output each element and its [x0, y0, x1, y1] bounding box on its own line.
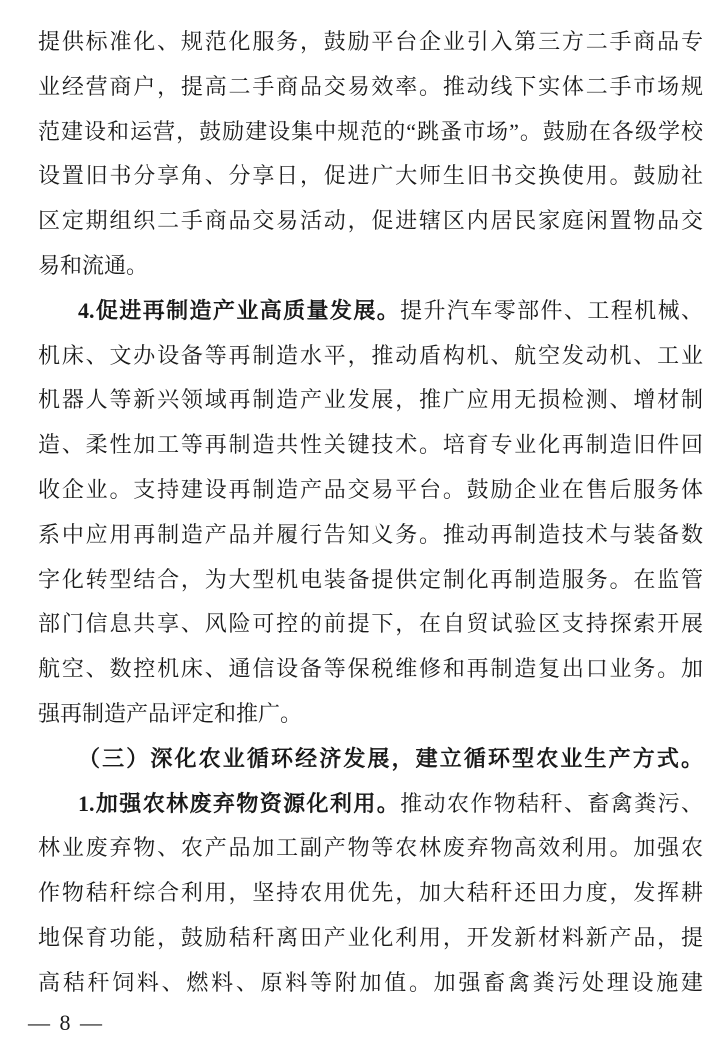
text-run: 作物秸秆综合利用，坚持农用优先，加大秸秆还田力度，发挥耕: [38, 880, 703, 906]
text-run: 收企业。支持建设再制造产品交易平台。鼓励企业在售后服务体: [38, 476, 703, 502]
text-run: 强再制造产品评定和推广。: [38, 700, 303, 726]
text-line: [38, 199, 703, 244]
text-line: [38, 423, 703, 468]
text-line: [38, 334, 703, 379]
text-line: [38, 692, 703, 737]
text-line: [38, 782, 703, 827]
page-number: — 8 —: [28, 1010, 104, 1035]
text-run: 业经营商户，提高二手商品交易效率。推动线下实体二手市场规: [38, 73, 703, 99]
text-line: [38, 65, 703, 110]
page-footer: [28, 1008, 104, 1038]
text-run: 设置旧书分享角、分享日，促进广大师生旧书交换使用。鼓励社: [38, 163, 703, 189]
text-run: 推动农作物秸秆、畜禽粪污、: [400, 790, 703, 816]
text-run: 林业废弃物、农产品加工副产物等农林废弃物高效利用。加强农: [38, 835, 703, 861]
text-line: [38, 244, 703, 289]
text-run: 区定期组织二手商品交易活动，促进辖区内居民家庭闲置物品交: [38, 208, 703, 234]
text-run: 航空、数控机床、通信设备等保税维修和再制造复出口业务。加: [38, 656, 703, 682]
text-line: [38, 513, 703, 558]
text-run: 字化转型结合，为大型机电装备提供定制化再制造服务。在监管: [38, 566, 703, 592]
text-run: 机器人等新兴领域再制造产业发展，推广应用无损检测、增材制: [38, 387, 703, 413]
text-run: 机床、文办设备等再制造水平，推动盾构机、航空发动机、工业: [38, 342, 703, 368]
text-line: [38, 468, 703, 513]
text-run: 范建设和运营，鼓励建设集中规范的“跳蚤市场”。鼓励在各级学校: [38, 118, 703, 144]
text-line: [38, 602, 703, 647]
text-line: [38, 737, 703, 782]
text-run: 地保育功能，鼓励秸秆离田产业化利用，开发新材料新产品，提: [38, 924, 703, 950]
document-body: [38, 20, 703, 1006]
text-run: 易和流通。: [38, 252, 149, 278]
text-line: [38, 154, 703, 199]
text-run: 高秸秆饲料、燃料、原料等附加值。加强畜禽粪污处理设施建: [38, 969, 703, 995]
text-line: [38, 961, 703, 1006]
text-run: 系中应用再制造产品并履行告知义务。推动再制造技术与装备数: [38, 521, 703, 547]
heading-run: （三）深化农业循环经济发展，建立循环型农业生产方式。: [78, 745, 703, 771]
text-run: 部门信息共享、风险可控的前提下，在自贸试验区支持探索开展: [38, 611, 703, 637]
text-run: 提升汽车零部件、工程机械、: [400, 297, 703, 323]
text-line: [38, 20, 703, 65]
text-line: [38, 378, 703, 423]
text-line: [38, 289, 703, 334]
heading-run: 1.加强农林废弃物资源化利用。: [78, 790, 401, 816]
text-line: [38, 871, 703, 916]
text-run: 造、柔性加工等再制造共性关键技术。培育专业化再制造旧件回: [38, 432, 703, 458]
text-line: [38, 110, 703, 155]
text-line: [38, 558, 703, 603]
text-line: [38, 916, 703, 961]
text-line: [38, 826, 703, 871]
heading-run: 4.促进再制造产业高质量发展。: [78, 297, 401, 323]
text-line: [38, 647, 703, 692]
text-run: 提供标准化、规范化服务，鼓励平台企业引入第三方二手商品专: [38, 29, 703, 54]
